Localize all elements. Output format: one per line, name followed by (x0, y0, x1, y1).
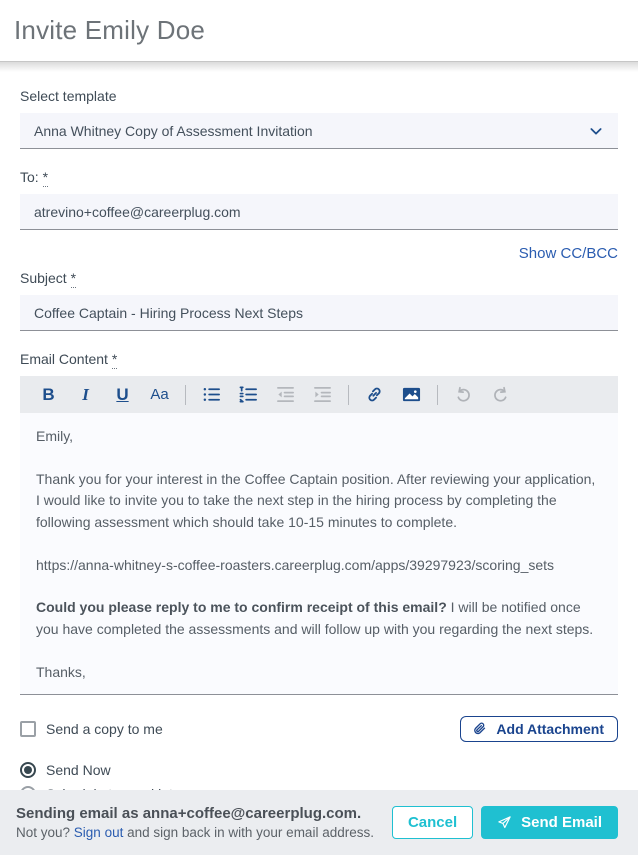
template-label: Select template (20, 88, 117, 104)
send-copy-label: Send a copy to me (46, 720, 163, 737)
email-link-line: https://anna-whitney-s-coffee-roasters.careerplug.com/apps/39297923/scoring_sets (36, 556, 555, 573)
email-content-label: Email Content * (20, 351, 118, 367)
indent-icon[interactable] (306, 380, 339, 410)
cancel-button[interactable]: Cancel (392, 806, 473, 839)
subject-label: Subject * (20, 270, 77, 286)
email-greeting: Emily, (36, 428, 74, 444)
modal-footer (0, 790, 638, 855)
modal-body (0, 72, 638, 802)
options-row (20, 716, 618, 742)
subject-input[interactable] (20, 295, 618, 331)
email-body-editor[interactable] (20, 413, 618, 694)
toolbar-separator (437, 385, 438, 405)
italic-button[interactable]: I (69, 380, 102, 410)
required-asterisk: * (111, 351, 118, 367)
show-cc-bcc-link[interactable]: Show CC/BCC (518, 245, 618, 262)
rich-text-editor (20, 376, 618, 695)
font-size-button[interactable]: Aa (143, 380, 176, 410)
link-icon[interactable] (358, 380, 391, 410)
underline-button[interactable]: U (106, 380, 139, 410)
bullet-list-icon[interactable] (195, 380, 228, 410)
required-asterisk: * (42, 169, 49, 185)
checkbox-box[interactable] (20, 721, 36, 737)
sign-out-link[interactable]: Sign out (73, 825, 124, 840)
send-email-button[interactable]: Send Email (481, 806, 618, 839)
email-closing: Thanks, (36, 663, 86, 680)
image-icon[interactable] (395, 380, 428, 410)
redo-icon[interactable] (484, 380, 517, 410)
toolbar-separator (348, 385, 349, 405)
email-paragraph: Thank you for your interest in the Coffee Captain position. After reviewing your application, I would like to invite you to take the next step in the hiring process by completing the following assessment which should take 10-15 minutes to complete. (36, 470, 596, 531)
paper-plane-icon (497, 815, 512, 830)
send-copy-checkbox[interactable] (20, 721, 163, 737)
chevron-down-icon (588, 123, 604, 139)
sending-as-text: Sending email as anna+coffee@careerplug.com. (16, 805, 362, 822)
editor-toolbar (20, 376, 618, 413)
sending-as-block (16, 805, 374, 840)
cc-row (20, 245, 618, 262)
add-attachment-button[interactable]: Add Attachment (460, 716, 618, 742)
outdent-icon[interactable] (269, 380, 302, 410)
undo-icon[interactable] (447, 380, 480, 410)
to-input[interactable] (20, 194, 618, 230)
header-divider (0, 62, 638, 72)
paperclip-icon (472, 721, 487, 736)
ordered-list-icon[interactable] (232, 380, 265, 410)
not-you-text: Not you? Sign out and sign back in with your email address. (16, 825, 374, 840)
radio-send-now[interactable]: Send Now (20, 762, 618, 778)
template-select[interactable] (20, 113, 618, 149)
required-asterisk: * (70, 270, 77, 286)
email-bold-text: Could you please reply to me to confirm receipt of this email? (36, 599, 447, 616)
modal-header (0, 0, 638, 62)
toolbar-separator (185, 385, 186, 405)
email-paragraph: Could you please reply to me to confirm receipt of this email? I will be notified once you have completed the assessments and will follow up with you regarding the next steps. (36, 599, 594, 638)
bold-button[interactable]: B (32, 380, 65, 410)
template-selected-value: Anna Whitney Copy of Assessment Invitation (34, 122, 313, 139)
page-title: Invite Emily Doe (14, 15, 206, 45)
footer-actions (392, 806, 618, 839)
to-label: To: * (20, 169, 49, 185)
radio-button-selected[interactable] (20, 762, 36, 778)
